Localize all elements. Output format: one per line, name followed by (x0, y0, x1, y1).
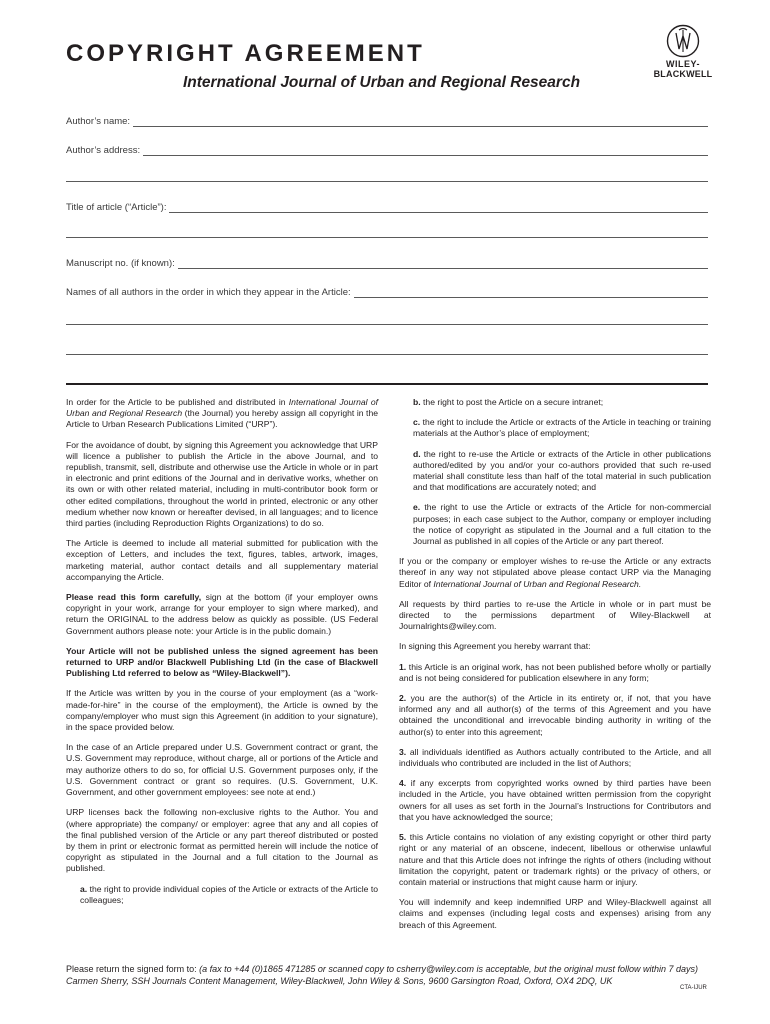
employment-paragraph: If the Article was written by you in the course of your employment (as a “work-made-for-hire” in the course of the employment), the Article is owned by the company/employer who must sign this Agreement (in addition to your signature), in the space provided below. (66, 688, 378, 733)
right-c: c. the right to include the Article or extracts of the Article in teaching or training materials at the Author’s place of employment; (413, 417, 711, 439)
warranty-5: 5. this Article contains no violation of any existing copyright or other third party right or any material of an obscene, indecent, libellous or otherwise unlawful nature and that this Article does not infringe the rights of others (including without limitation the copyright, patent or trademark rights) or the privacy of others, or contain material or instructions that might cause harm or injury. (399, 832, 711, 887)
author-names-input-line[interactable] (354, 287, 708, 298)
right-d: d. the right to re-use the Article or extracts of the Article in other publications authored/edited by you and/or your co-authors provided that such re-used material shall constitute less than half of the total material in such publication and that modifications are accurately noted; and (413, 448, 711, 493)
article-title-line-2[interactable] (66, 237, 708, 238)
article-definition-paragraph: The Article is deemed to include all material submitted for publication with the exception of Letters, and includes the text, figures, tables, artwork, images, marketing material, author contact details and all supplementary material accompanying the Article. (66, 538, 378, 582)
right-a: a. the right to provide individual copies of the Article or extracts of the Article to colleagues; (80, 883, 378, 905)
author-names-line-2[interactable] (66, 324, 708, 325)
form-code: CTA-IJUR (680, 985, 707, 991)
warranty-2: 2. you are the author(s) of the Article in its entirety or, if not, that you have informed any and all author(s) of the terms of this Agreement and you have obtained the unconditional and irrevocable binding authority in writing of the author(s) to enter into this agreement; (399, 693, 711, 737)
manuscript-no-input-line[interactable] (178, 258, 708, 269)
warranty-1: 1. this Article is an original work, has not been published before wholly or partially and is not being considered for publication elsewhere in any form; (399, 661, 711, 683)
article-title-label: Title of article (“Article”): (66, 202, 167, 213)
authors-address-input-line[interactable] (143, 145, 708, 156)
reuse-paragraph: If you or the company or employer wishes to re-use the Article or any extracts thereof in any way not stipulated above please contact URP via the Managing Editor of International Journal of Urban and Regional Research. (399, 556, 711, 589)
footer-return-line: Please return the signed form to: (a fax to +44 (0)1865 471285 or scanned copy to csherry@wiley.com is acceptable, but the original must follow within 7 days) (66, 964, 699, 974)
wiley-blackwell-logo (653, 24, 713, 79)
warning-paragraph: Your Article will not be published unless the signed agreement has been returned to URP and/or Blackwell Publishing Ltd (in the case of Blackwell Publishing Ltd referred to below as “Wiley-Blackwell”). (66, 645, 378, 679)
third-party-paragraph: All requests by third parties to re-use the Article in whole or in part must be directed to the permissions department of Wiley-Blackwell at Journalrights@wiley.com. (399, 598, 711, 632)
assignment-paragraph: In order for the Article to be published and distributed in International Journal of Urban and Regional Research (the Journal) you hereby assign all copyright in the Article to Urban Research Publications Limited (“URP”). (66, 397, 379, 430)
license-back-paragraph: URP licenses back the following non-exclusive rights to the Author. You and (where appropriate) the company/ or employer: agree that any and all copies of the final published version of the Article or any part thereof distributed or posted by them in print or electronic format as permitted herein will include the notice of copyright as stipulated in the Journal and a full citation to the Journal as published. (66, 807, 378, 874)
indemnity-paragraph: You will indemnify and keep indemnified URP and Wiley-Blackwell against all claims and expenses (including legal costs and expenses) arising from any breach of this Agreement. (399, 897, 711, 930)
author-names-label: Names of all authors in the order in which they appear in the Article: (66, 287, 351, 298)
authors-name-input-line[interactable] (133, 116, 708, 127)
right-e: e. the right to use the Article or extracts of the Article for non-commercial purposes; in each case subject to the Author, company or employer including the notice of copyright as stipulated in the Journal and a full citation to the Journal as published in all copies of the Article or any part thereof. (413, 502, 711, 547)
left-column (66, 397, 378, 915)
licence-paragraph: For the avoidance of doubt, by signing this Agreement you acknowledge that URP will licence a publisher to publish the Article in the above Journal, and to republish, transmit, sell, distribute and otherwise use the Article in whole or in part in electronic and print editions of the Journal and in derivative works, whether on its own or with other related material, including in multi-contributor book form or other edited compilations, throughout the world in printed, electronic or any other medium whether now known or hereafter devised, in all languages; and to licence third parties (including Reproduction Rights Organizations) to do so. (66, 439, 378, 529)
author-names-field[interactable] (66, 284, 708, 298)
instructions-paragraph: Please read this form carefully, sign at the bottom (if your employer owns copyright in your work, arrange for your employer to sign where marked), and return the ORIGINAL to the address below as quickly as possible. (US Federal Government authors please note: your Article is in the public domain.) (66, 592, 378, 636)
logo-line-2: BLACKWELL (653, 69, 713, 79)
article-title-field[interactable] (66, 199, 708, 213)
authors-address-label: Author’s address: (66, 145, 141, 156)
manuscript-no-label: Manuscript no. (if known): (66, 258, 175, 269)
warranty-3: 3. all individuals identified as Authors actually contributed to the Article, and all individuals who contributed are included in the list of Authors; (399, 746, 711, 769)
warranty-intro: In signing this Agreement you hereby warrant that: (399, 641, 591, 652)
right-column (399, 397, 711, 940)
right-b: b. the right to post the Article on a secure intranet; (413, 397, 604, 407)
footer-address: Carmen Sherry, SSH Journals Content Management, Wiley-Blackwell, John Wiley & Sons, 9600 Garsington Road, Oxford, OX4 2DQ, UK (66, 976, 613, 986)
authors-name-field[interactable] (66, 113, 708, 127)
authors-address-field[interactable] (66, 142, 708, 156)
page-title: COPYRIGHT AGREEMENT (66, 40, 425, 67)
logo-line-1: WILEY- (666, 59, 700, 69)
section-divider (66, 383, 708, 385)
manuscript-no-field[interactable] (66, 255, 708, 269)
journal-name: International Journal of Urban and Regional Research (183, 74, 581, 91)
footer (66, 963, 698, 987)
authors-address-line-2[interactable] (66, 181, 708, 182)
author-names-line-3[interactable] (66, 354, 708, 355)
warranty-4: 4. if any excerpts from copyrighted works owned by third parties have been included in the Article, you have obtained written permission from the copyright owners for all uses as set forth in the Journal’s Instructions for Contributors and that you have acknowledged the source; (399, 778, 711, 822)
government-paragraph: In the case of an Article prepared under U.S. Government contract or grant, the U.S. Government may reproduce, without charge, all or portions of the Article and may authorize others to do so, for official U.S. Government purposes only, if the U.S. Government contract or grant so requires. (U.S. Government, U.K. Government, and other government employees: see note at end.) (66, 742, 378, 798)
wiley-emblem-icon (666, 24, 700, 58)
authors-name-label: Author’s name: (66, 116, 131, 127)
article-title-input-line[interactable] (169, 202, 708, 213)
